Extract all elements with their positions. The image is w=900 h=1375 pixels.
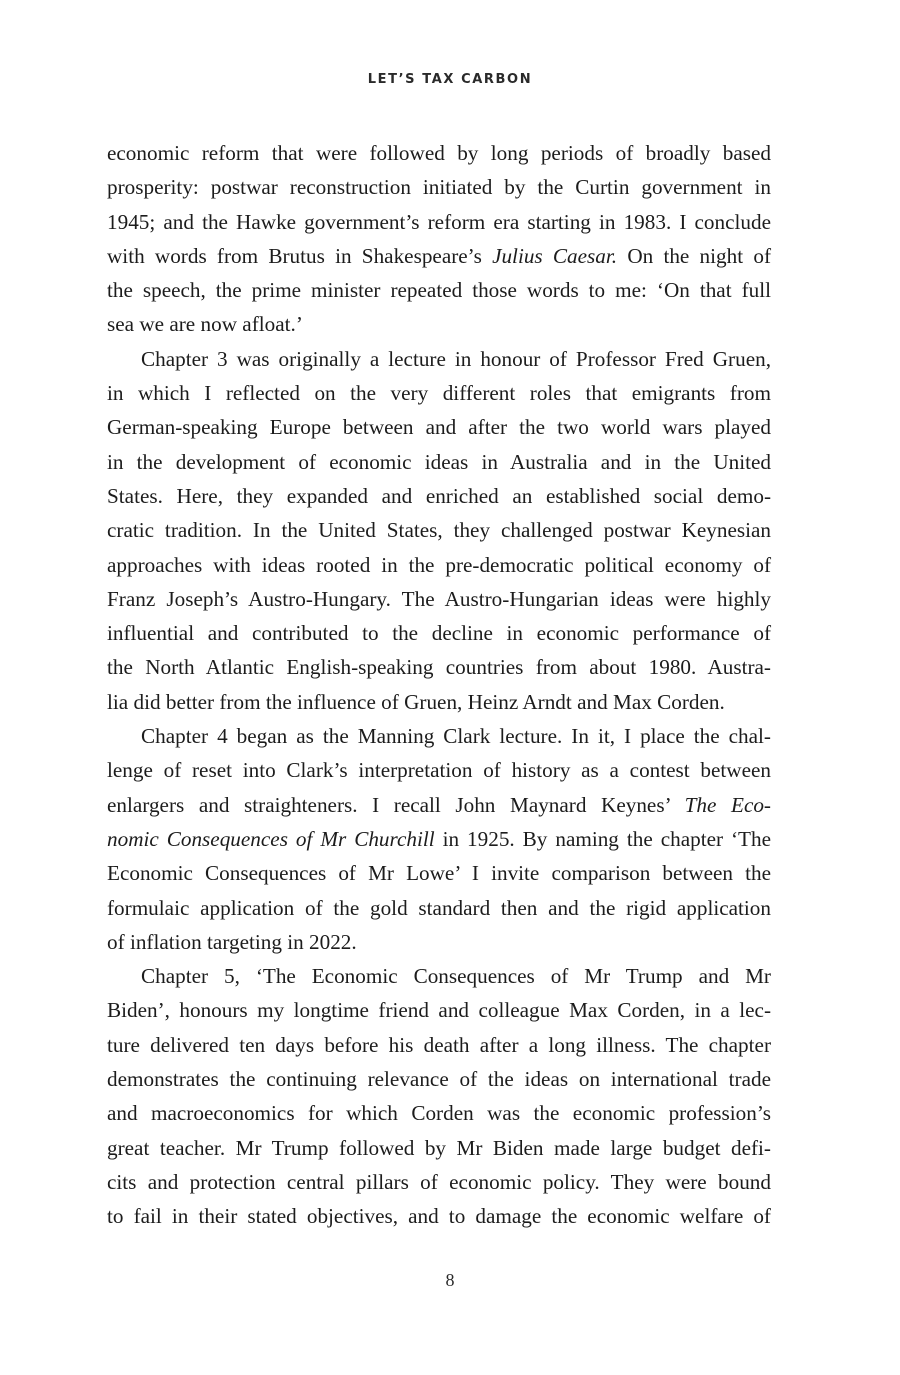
text-line (107, 239, 771, 273)
text-line: to fail in their stated objectives, and to damage the economic welfare of (107, 1204, 771, 1229)
page-number: 8 (445, 1270, 455, 1290)
text-line: lia did better from the influence of Gruen, Heinz Arndt and Max Corden. (107, 689, 725, 714)
running-head: LET’S TAX CARBON (367, 72, 533, 87)
italic-title: Julius Caesar. (492, 243, 618, 268)
text-line: and macroeconomics for which Corden was the economic profession’s (107, 1101, 771, 1126)
text-run: On the night of (617, 243, 771, 268)
text-line (107, 788, 771, 822)
text-line: economic reform that were followed by long periods of broadly based (107, 141, 771, 165)
text-line: Economic Consequences of Mr Lowe’ I invite comparison between the (107, 861, 771, 886)
text-line: of inflation targeting in 2022. (107, 929, 357, 954)
text-line: great teacher. Mr Trump followed by Mr Biden made large budget defi- (107, 1135, 771, 1160)
paragraph-4 (107, 959, 771, 1233)
text-line: Chapter 3 was originally a lecture in honour of Professor Fred Gruen, (141, 346, 771, 371)
text-run: enlargers and straighteners. I recall John Maynard Keynes’ (107, 792, 685, 817)
text-line: cits and protection central pillars of economic policy. They were bound (107, 1169, 771, 1194)
text-line: sea we are now afloat.’ (107, 312, 303, 337)
text-line: the North Atlantic English-speaking countries from about 1980. Austra- (107, 655, 771, 680)
text-line: influential and contributed to the decline in economic performance of (107, 621, 771, 646)
paragraph-3 (107, 719, 771, 959)
text-line: formulaic application of the gold standard then and the rigid application (107, 895, 771, 920)
text-line: demonstrates the continuing relevance of the ideas on international trade (107, 1067, 771, 1092)
text-line: 1945; and the Hawke government’s reform era starting in 1983. I conclude (107, 209, 771, 234)
text-line (107, 822, 771, 856)
body-text (107, 136, 771, 1234)
text-line: cratic tradition. In the United States, they challenged postwar Keynesian (107, 518, 771, 543)
text-line: Chapter 5, ‘The Economic Consequences of Mr Trump and Mr (141, 964, 771, 989)
text-line: prosperity: postwar reconstruction initiated by the Curtin government in (107, 175, 771, 200)
text-run: with words from Brutus in Shakespeare’s (107, 243, 493, 268)
text-line: Biden’, honours my longtime friend and colleague Max Corden, in a lec- (107, 998, 771, 1023)
text-run: in 1925. By naming the chapter ‘The (434, 826, 771, 851)
text-line: in the development of economic ideas in Australia and in the United (107, 449, 771, 474)
text-line: lenge of reset into Clark’s interpretation of history as a contest between (107, 758, 771, 783)
text-line: the speech, the prime minister repeated those words to me: ‘On that full (107, 278, 771, 303)
text-line: German-speaking Europe between and after the two world wars played (107, 415, 771, 440)
text-line: Franz Joseph’s Austro-Hungary. The Austro-Hungarian ideas were highly (107, 586, 771, 611)
paragraph-1 (107, 136, 771, 342)
text-line: approaches with ideas rooted in the pre-democratic political economy of (107, 552, 771, 577)
italic-title: nomic Consequences of Mr Churchill (107, 826, 435, 851)
text-line: in which I reflected on the very different roles that emigrants from (107, 381, 771, 406)
paragraph-2 (107, 342, 771, 719)
text-line: Chapter 4 began as the Manning Clark lecture. In it, I place the chal- (141, 724, 771, 749)
text-line: States. Here, they expanded and enriched an established social demo- (107, 483, 771, 508)
text-line: ture delivered ten days before his death after a long illness. The chapter (107, 1032, 771, 1057)
italic-title: The Eco- (684, 792, 771, 817)
